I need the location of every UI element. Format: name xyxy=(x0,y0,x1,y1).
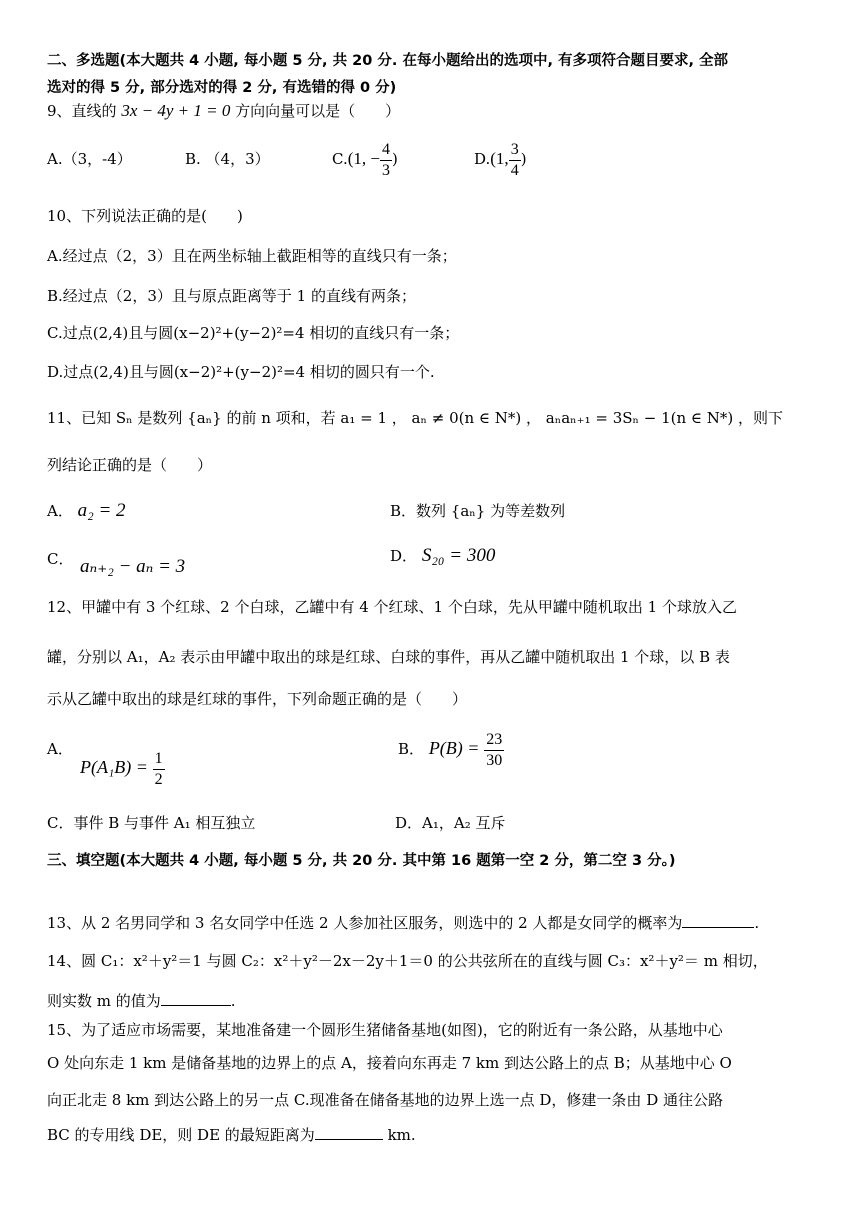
q11-option-d-label: D． xyxy=(390,547,418,565)
q12-option-a-math: P(A₁B) = xyxy=(80,757,148,777)
q10-option-c: C.过点(2,4)且与圆(x−2)²+(y−2)²=4 相切的直线只有一条； xyxy=(47,324,460,342)
q11-option-c-label: C． xyxy=(47,550,74,568)
q9-option-d-fraction xyxy=(509,142,521,179)
q10-option-b: B.经过点（2，3）且与原点距离等于 1 的直线有两条； xyxy=(47,287,416,305)
q12-stem-line2: 罐，分别以 A₁，A₂ 表示由甲罐中取出的球是红球、白球的事件，再从乙罐中随机取出 1 个球，以 B 表 xyxy=(47,648,730,666)
q11-option-a xyxy=(47,500,126,522)
q11-option-c-math xyxy=(80,556,185,578)
q12-option-a xyxy=(80,745,165,790)
q11-stem-line1: 11、已知 Sₙ 是数列 {aₙ} 的前 n 项和，若 a₁ = 1 ， aₙ ≠ 0(n ∈ N*) ， aₙaₙ₊₁ = 3Sₙ − 1(n ∈ N*) ，则下 xyxy=(47,409,784,427)
q15-text: BC 的专用线 DE，则 DE 的最短距离为 xyxy=(47,1126,315,1144)
q12-option-c: C．事件 B 与事件 A₁ 相互独立 xyxy=(47,814,256,832)
section2-heading-line2: 选对的得 5 分, 部分选对的得 2 分, 有选错的得 0 分) xyxy=(47,80,397,96)
q9-option-d-close: ) xyxy=(520,150,527,168)
q12-option-a-denominator: 2 xyxy=(154,770,163,788)
q9-option-c-denominator: 3 xyxy=(381,161,390,179)
q15-end: km. xyxy=(382,1126,416,1144)
q9-option-c-numerator: 4 xyxy=(380,142,392,161)
q9-option-d xyxy=(474,136,527,182)
q14-answer-blank[interactable] xyxy=(161,989,231,1006)
q11-option-c-expression: aₙ₊₂ − aₙ = 3 xyxy=(80,556,186,577)
q9-option-d-numerator: 3 xyxy=(509,142,521,161)
q11-option-d xyxy=(390,545,495,567)
q11-option-a-math: a₂ = 2 xyxy=(77,500,126,521)
q15-line4 xyxy=(47,1123,416,1146)
q9-option-b: B. （4，3） xyxy=(185,150,270,168)
q10-stem: 10、下列说法正确的是( ) xyxy=(47,207,243,225)
q11-option-d-math: S₂₀ = 300 xyxy=(421,545,496,566)
q11-option-a-label: A． xyxy=(47,502,73,520)
q12-option-b-math: P(B) = xyxy=(428,738,480,758)
q9-stem xyxy=(47,100,400,122)
q12-option-b-denominator: 30 xyxy=(486,751,503,769)
q12-option-b-label: B． xyxy=(398,740,425,758)
q12-option-a-label: A． xyxy=(47,740,73,758)
q9-option-c-fraction xyxy=(380,142,392,179)
q9-option-d-open: (1, xyxy=(490,149,509,168)
q9-equation: 3x − 4y + 1 = 0 xyxy=(121,101,231,120)
q9-option-c-open: (1, − xyxy=(347,149,380,168)
q15-line1: 15、为了适应市场需要，某地准备建一个圆形生猪储备基地(如图)，它的附近有一条公路，从基地中心 xyxy=(47,1021,723,1039)
q9-option-d-denominator: 4 xyxy=(510,161,519,179)
q14-end: . xyxy=(230,992,236,1010)
q12-stem-line3: 示从乙罐中取出的球是红球的事件，下列命题正确的是（ ） xyxy=(47,690,468,708)
q9-stem-post: 方向向量可以是（ ） xyxy=(235,102,401,120)
q10-option-a: A.经过点（2，3）且在两坐标轴上截距相等的直线只有一条； xyxy=(47,247,457,265)
q9-option-a: A.（3，-4） xyxy=(47,150,132,168)
q11-option-b: B．数列 {aₙ} 为等差数列 xyxy=(390,502,566,520)
q14-text: 则实数 m 的值为 xyxy=(47,992,161,1010)
q10-option-d: D.过点(2,4)且与圆(x−2)²+(y−2)²=4 相切的圆只有一个. xyxy=(47,363,435,381)
q12-stem-line1: 12、甲罐中有 3 个红球、2 个白球，乙罐中有 4 个红球、1 个白球，先从甲罐中随机取出 1 个球放入乙 xyxy=(47,598,737,616)
q9-option-c-close: ) xyxy=(391,150,398,168)
q12-option-b xyxy=(398,726,504,771)
q15-line2: O 处向东走 1 km 是储备基地的边界上的点 A，接着向东再走 7 km 到达公路上的点 B；从基地中心 O xyxy=(47,1054,732,1072)
section3-heading: 三、填空题(本大题共 4 小题, 每小题 5 分, 共 20 分. 其中第 16 题第一空 2 分，第二空 3 分。) xyxy=(47,853,676,869)
q11-stem-line2: 列结论正确的是（ ） xyxy=(47,456,213,474)
q9-stem-pre: 9、直线的 xyxy=(47,102,117,120)
q13-question xyxy=(47,911,759,934)
q15-answer-blank[interactable] xyxy=(315,1123,383,1140)
q12-option-b-fraction xyxy=(484,732,504,769)
q12-option-b-numerator: 23 xyxy=(484,732,504,751)
q14-line2 xyxy=(47,989,236,1012)
q9-option-d-label: D. xyxy=(474,150,491,168)
q12-option-a-numerator: 1 xyxy=(153,751,165,770)
q13-text: 13、从 2 名男同学和 3 名女同学中任选 2 人参加社区服务，则选中的 2 人都是女同学的概率为 xyxy=(47,914,683,932)
q12-option-a-fraction xyxy=(153,751,165,788)
q15-line3: 向正北走 8 km 到达公路上的另一点 C.现准备在储备基地的边界上选一点 D，修建一条由 D 通往公路 xyxy=(47,1091,724,1109)
section2-heading-line1: 二、多选题(本大题共 4 小题, 每小题 5 分, 共 20 分. 在每小题给出的选项中, 有多项符合题目要求, 全部 xyxy=(47,53,729,69)
q12-option-d: D．A₁，A₂ 互斥 xyxy=(395,814,506,832)
q9-option-c-label: C. xyxy=(332,150,348,168)
q14-line1: 14、圆 C₁：x²＋y²＝1 与圆 C₂：x²＋y²－2x－2y＋1＝0 的公共弦所在的直线与圆 C₃：x²＋y²＝ m 相切， xyxy=(47,952,768,970)
q13-end: . xyxy=(754,914,760,932)
q9-option-c xyxy=(332,136,398,182)
q13-answer-blank[interactable] xyxy=(682,911,754,928)
